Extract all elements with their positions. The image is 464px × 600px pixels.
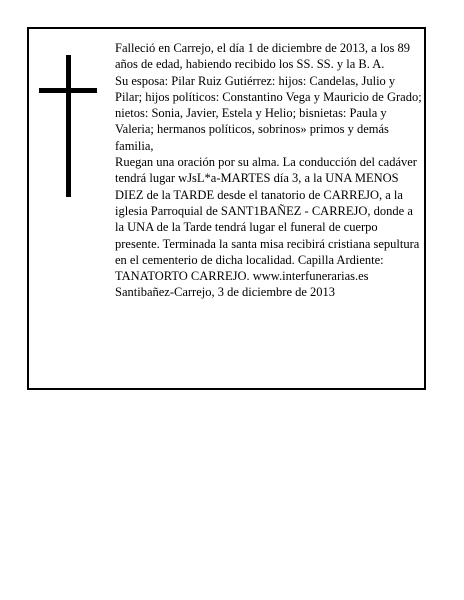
family-list: Su esposa: Pilar Ruiz Gutiérrez: hijos: Candelas, Julio y Pilar; hijos políticos: Constantino Vega y Mauricio de Grado; nietos: Sonia, Javier, Estela y Helio; bisnietas: Paula y Valeria; hermanos políticos, sobrinos» primos y demás familia,: [115, 73, 422, 153]
notice-text: [115, 40, 425, 301]
cross-horizontal-bar: [39, 88, 97, 93]
death-announcement: Falleció en Carrejo, el día 1 de diciembre de 2013, a los 89 años de edad, habiendo recibido los SS. SS. y la B. A.: [115, 41, 411, 72]
cross-vertical-bar: [66, 55, 71, 197]
funeral-details: Ruegan una oración por su alma. La conducción del cadáver tendrá lugar wJsL*a-MARTES día 3, a la UNA MENOS DIEZ de la TARDE desde el tanatorio de CARREJO, a la iglesia Parroquial de SANT1BAÑEZ - CARREJO, donde a la UNA de la Tarde tendrá lugar el funeral de cuerpo presente. Terminada la santa misa recibirá cristiana sepultura en el cementerio de dicha localidad. Capilla Ardiente: TANATORTO CARREJO. www.interfunerarias.es Santibañez-Carrejo, 3 de diciembre de 2013: [115, 155, 420, 300]
cross-icon: [39, 55, 97, 197]
obituary-notice: [27, 27, 426, 390]
